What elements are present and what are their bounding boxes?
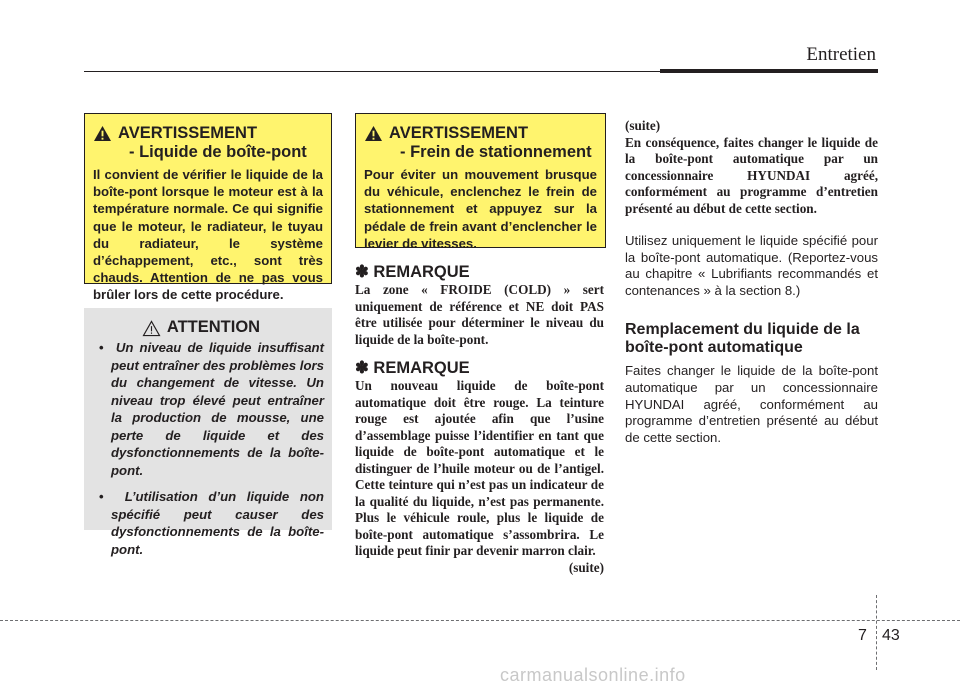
- chapter-number: 7: [858, 627, 867, 644]
- warning-title: [364, 124, 597, 162]
- continued-text: En conséquence, faites changer le liquide de la boîte-pont automatique par un concessionnaire HYUNDAI agréé, conformément au programme d’entretien présenté au début de cette section.: [625, 134, 878, 216]
- attention-list: [92, 339, 324, 558]
- fluid-spec-paragraph: Utilisez uniquement le liquide spécifié pour la boîte-pont automatique. (Reportez-vous au chapitre « Lubrifiants recommandés et contenances » à la section 8.): [625, 233, 878, 298]
- warning-title: [93, 124, 323, 162]
- section-text: Faites changer le liquide de la boîte-pont automatique par un concessionnaire HYUNDAI agréé, conformément au programme d’entretien présenté au début de cette section.: [625, 363, 878, 445]
- warning-triangle-icon: [93, 125, 112, 142]
- attention-item: • L’utilisation d’un liquide non spécifié peut causer des dysfonctionnements de la boîte-pont.: [92, 488, 324, 558]
- attention-title: [92, 318, 310, 337]
- attention-box: [84, 308, 332, 557]
- remarque-text: La zone « FROIDE (COLD) » sert uniquement de référence et NE doit PAS être utilisée pour déterminer le niveau du liquide de la boîte-pont.: [355, 282, 604, 347]
- attention-title-text: ATTENTION: [166, 318, 261, 336]
- header-rule: [84, 71, 660, 72]
- column-3: [625, 118, 878, 446]
- remarque-fluid-color: [355, 358, 604, 576]
- continued-label: (suite): [625, 118, 661, 133]
- remarque-cold-zone: [355, 262, 604, 348]
- section-heading: Remplacement du liquide de la boîte-pont automatique: [625, 321, 860, 357]
- warning-box-transmission-fluid: [84, 113, 332, 303]
- remarque-title: ✽ REMARQUE: [355, 263, 470, 281]
- warning-title-text: AVERTISSEMENT: [389, 124, 529, 142]
- warning-box-parking-brake: [355, 113, 606, 251]
- footer-rule: [0, 620, 960, 621]
- attention-item: • Un niveau de liquide insuffisant peut entraîner des problèmes lors du changement de vitesse. Un niveau trop élevé peut entraîner la production de mousse, une perte de liquide et des dysfonctionnements de la boîte-pont.: [92, 339, 324, 479]
- warning-triangle-icon: [364, 125, 383, 142]
- warning-subtitle: - Liquide de boîte-pont: [129, 143, 307, 161]
- page-header-title: Entretien: [806, 44, 876, 65]
- remarque-text: Un nouveau liquide de boîte-pont automatique doit être rouge. La teinture rouge est ajoutée afin que l’usine d’assemblage puisse l’identifier en tant que liquide de boîte-pont automatique et le distinguer de l’huile moteur ou de l’antigel. Cette teinture qui n’est pas un indicateur de la qualité du liquide, n’est pas permanente. Plus le véhicule roule, plus le liquide de boîte-pont automatique s’assombrira. Le liquide peut finir par devenir marron clair.: [355, 378, 604, 558]
- warning-subtitle: - Frein de stationnement: [400, 143, 592, 161]
- warning-text: Il convient de vérifier le liquide de la boîte-pont lorsque le moteur est à la température normale. Ce qui signifie que le moteur, le radiateur, le tuyau du radiateur, le système d’échappement, etc., sont très chauds. Attention de ne pas vous brûler lors de cette procédure.: [93, 167, 323, 303]
- watermark: carmanualsonline.info: [500, 665, 686, 685]
- continued-label: (suite): [568, 559, 604, 575]
- page-number: 43: [882, 627, 900, 644]
- warning-text: Pour éviter un mouvement brusque du véhicule, enclenchez le frein de stationnement et appuyez sur la pédale de frein avant d’enclencher le levier de vitesses.: [364, 167, 597, 251]
- remarque-title: ✽ REMARQUE: [355, 359, 470, 377]
- header-rule-accent: [660, 69, 878, 73]
- caution-triangle-icon: [142, 320, 161, 337]
- footer-divider: [876, 595, 877, 670]
- warning-title-text: AVERTISSEMENT: [118, 124, 258, 142]
